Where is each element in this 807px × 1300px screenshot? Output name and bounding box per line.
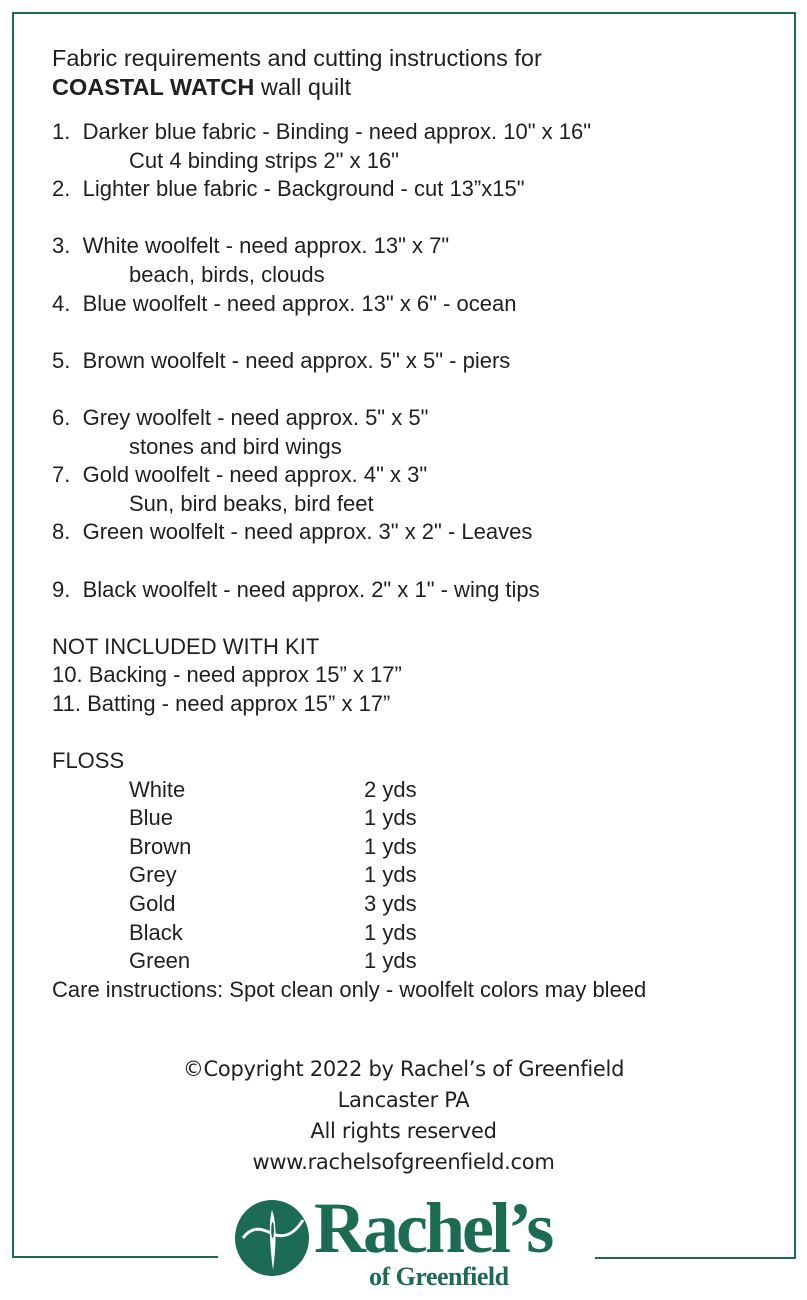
floss-color: Black — [129, 919, 183, 945]
list-item-3-sub: beach, birds, clouds — [129, 261, 325, 287]
not-included-heading: NOT INCLUDED WITH KIT — [52, 633, 320, 659]
list-item-9 — [52, 576, 772, 605]
page-title — [52, 44, 772, 102]
list-item-6 — [52, 404, 772, 433]
logo-wordmark: Rachel’s — [314, 1188, 552, 1268]
floss-quantity: 3 yds — [364, 891, 417, 917]
floss-color: Green — [129, 948, 191, 974]
floss-color: Gold — [129, 891, 176, 917]
list-item-3 — [52, 232, 772, 261]
list-item-6-sub: stones and bird wings — [129, 433, 342, 459]
logo-subtitle: of Greenfield — [369, 1262, 509, 1291]
floss-row — [52, 804, 772, 833]
item-number: 4. — [52, 290, 71, 316]
list-item-4 — [52, 290, 772, 319]
list-item-8 — [52, 518, 772, 547]
floss-heading: FLOSS — [52, 748, 125, 774]
item-text: Darker blue fabric - Binding - need approx. 10" x 16" — [82, 119, 592, 144]
floss-quantity: 1 yds — [364, 919, 417, 945]
item-text: Blue woolfelt - need approx. 13" x 6" - ocean — [82, 290, 517, 316]
title-suffix: wall quilt — [254, 74, 351, 100]
item-number: 1. — [52, 119, 71, 144]
frame-border-bottom-right — [595, 1257, 796, 1259]
item-text: White woolfelt - need approx. 13" x 7" — [82, 233, 450, 259]
item-text: Grey woolfelt - need approx. 5" x 5" — [82, 404, 429, 430]
floss-color: Blue — [129, 805, 174, 831]
list-item-11 — [52, 690, 772, 719]
floss-quantity: 1 yds — [364, 805, 417, 831]
item-number: 5. — [52, 347, 71, 373]
item-number: 8. — [52, 519, 71, 545]
floss-quantity: 2 yds — [364, 776, 417, 802]
list-item-7-sub: Sun, bird beaks, bird feet — [129, 490, 374, 516]
city-line: Lancaster PA — [337, 1088, 470, 1112]
copyright-line: ©Copyright 2022 by Rachel’s of Greenfield — [182, 1057, 625, 1081]
floss-row — [52, 861, 772, 890]
item-number: 3. — [52, 233, 71, 259]
floss-row — [52, 890, 772, 919]
floss-row — [52, 919, 772, 948]
list-item-1-sub: Cut 4 binding strips 2" x 16" — [129, 147, 399, 173]
instructions-content — [52, 44, 772, 1004]
item-text: Batting - need approx 15” x 17” — [87, 690, 391, 716]
item-text: Brown woolfelt - need approx. 5" x 5" - piers — [82, 347, 511, 373]
item-number: 11. — [52, 690, 81, 716]
list-item-7 — [52, 461, 772, 490]
copyright-footer — [0, 1054, 807, 1178]
floss-quantity: 1 yds — [364, 948, 417, 974]
rights-line: All rights reserved — [310, 1119, 497, 1143]
list-item-10 — [52, 661, 772, 690]
item-text: Lighter blue fabric - Background - cut 13”x15" — [82, 176, 525, 202]
frame-border-bottom-left — [12, 1256, 218, 1258]
floss-color: Grey — [129, 862, 177, 888]
item-number: 6. — [52, 404, 71, 430]
floss-color: White — [129, 776, 186, 802]
floss-row — [52, 776, 772, 805]
floss-row — [52, 833, 772, 862]
quilt-name: COASTAL WATCH — [52, 74, 255, 100]
title-line-2 — [52, 73, 772, 102]
website-link[interactable]: www.rachelsofgreenfield.com — [252, 1150, 555, 1174]
item-text: Gold woolfelt - need approx. 4" x 3" — [82, 462, 428, 488]
list-item-2 — [52, 175, 772, 204]
needle-thread-icon — [235, 1200, 309, 1276]
floss-color: Brown — [129, 833, 192, 859]
floss-quantity: 1 yds — [364, 862, 417, 888]
item-number: 9. — [52, 576, 71, 602]
item-number: 10. — [52, 662, 83, 688]
item-text: Black woolfelt - need approx. 2" x 1" - wing tips — [82, 576, 540, 602]
title-line-1: Fabric requirements and cutting instructions for — [52, 45, 542, 71]
item-text: Backing - need approx 15” x 17” — [88, 662, 402, 688]
list-item-1 — [52, 118, 772, 147]
floss-quantity: 1 yds — [364, 833, 417, 859]
brand-logo — [232, 1188, 562, 1294]
item-number: 7. — [52, 462, 71, 488]
floss-row — [52, 947, 772, 976]
care-instructions: Care instructions: Spot clean only - woolfelt colors may bleed — [52, 976, 647, 1002]
item-text: Green woolfelt - need approx. 3" x 2" - Leaves — [82, 519, 533, 545]
frame-border-top — [12, 12, 795, 14]
list-item-5 — [52, 347, 772, 376]
item-number: 2. — [52, 176, 71, 202]
